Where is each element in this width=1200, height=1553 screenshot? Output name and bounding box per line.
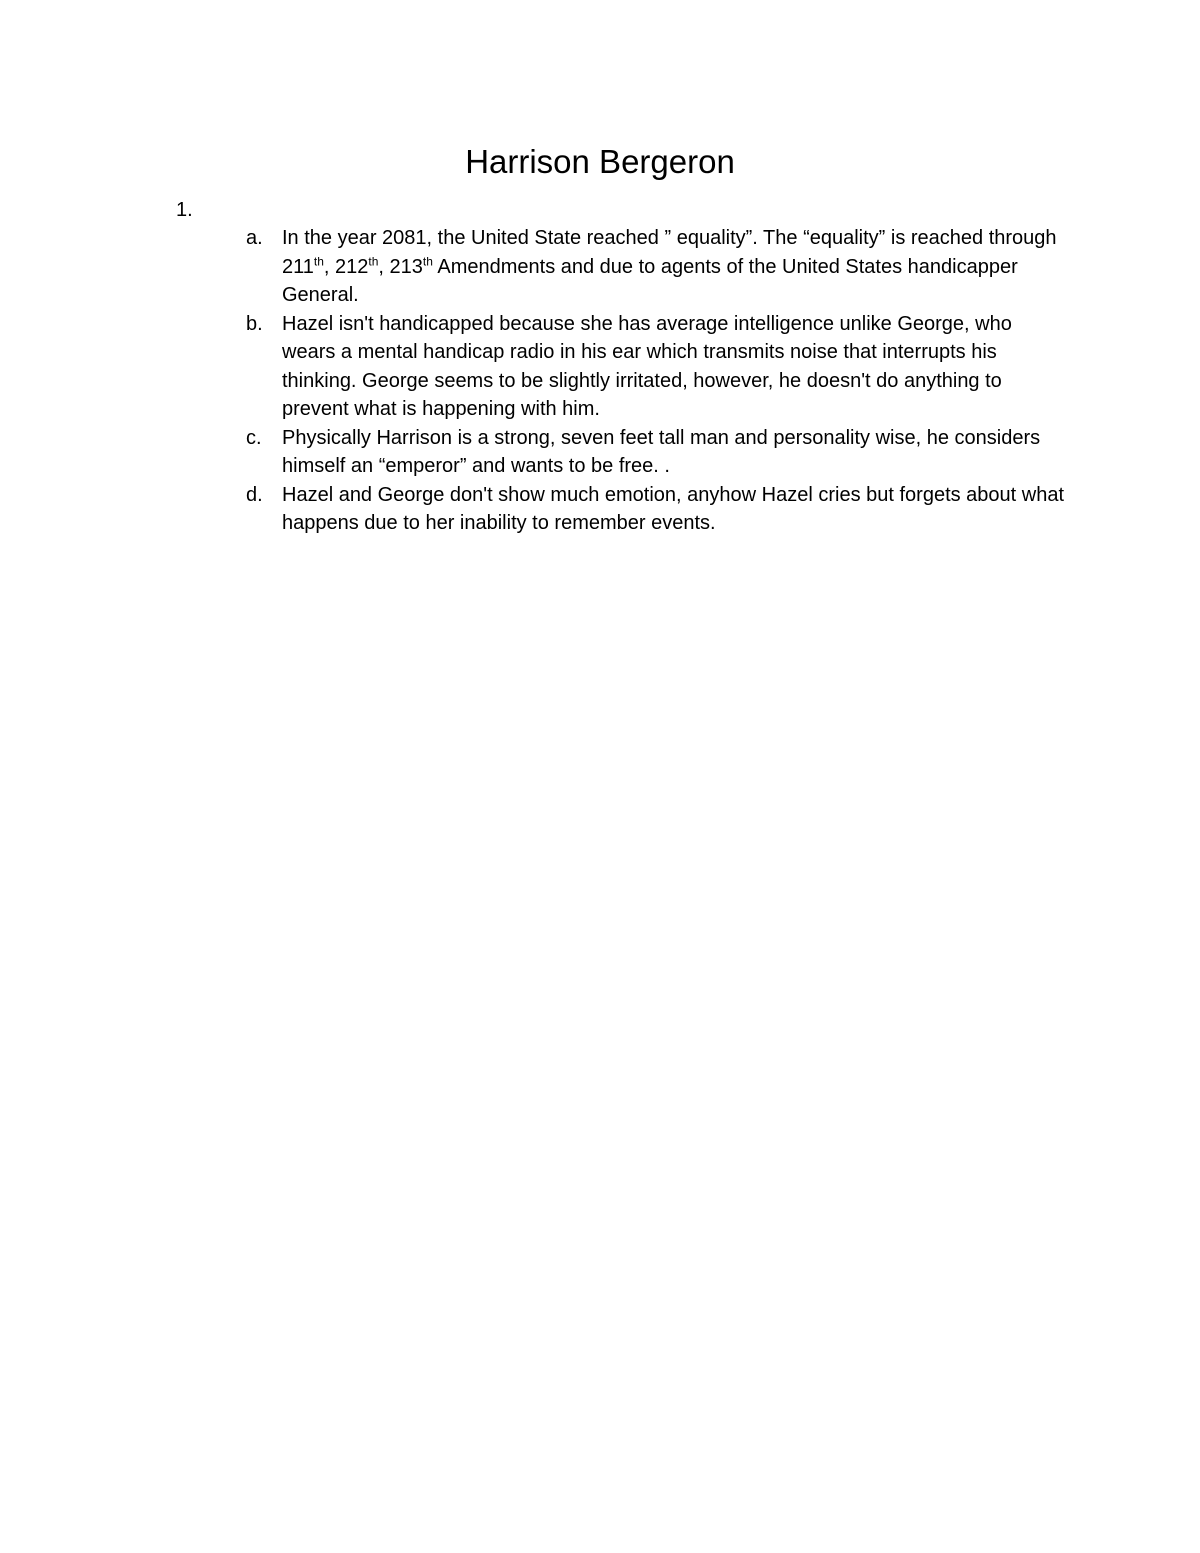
answer-letter: d. [246, 483, 263, 506]
answer-text-segment: , 213 [378, 255, 423, 278]
answer-text-segment: , 212 [323, 255, 369, 278]
answer-text: Hazel and George don't show much emotion, anyhow Hazel cries but forgets about what happens due to her inability to remember events. [282, 483, 1065, 534]
answer-text-segment: In the year 2081, the United State reached ” equality”. The “equality” is reached through 211 [282, 227, 1057, 278]
answer-text [282, 224, 1066, 310]
answer-list [246, 224, 1066, 538]
answer-letter: c. [246, 426, 262, 449]
ordinal-superscript: th [422, 253, 433, 268]
ordinal-superscript: th [368, 253, 379, 268]
answer-a [246, 224, 1066, 310]
ordinal-superscript: th [313, 253, 324, 268]
question-number: 1. [176, 199, 193, 221]
answer-letter: b. [246, 312, 263, 335]
answer-text-segment: Amendments and due to agents of the United States handicapper General. [282, 255, 1018, 306]
answer-b [246, 310, 1066, 424]
answer-letter: a. [246, 227, 263, 249]
answer-text: Hazel isn't handicapped because she has average intelligence unlike George, who wears a mental handicap radio in his ear which transmits noise that interrupts his thinking. George seems to be slightly irritated, however, he doesn't do anything to prevent what is happening with him. [282, 312, 1012, 420]
answer-text: Physically Harrison is a strong, seven feet tall man and personality wise, he considers himself an “emperor” and wants to be free. . [282, 426, 1041, 477]
answer-d [246, 481, 1066, 538]
answer-c [246, 424, 1066, 481]
document-title: Harrison Bergeron [465, 143, 735, 180]
